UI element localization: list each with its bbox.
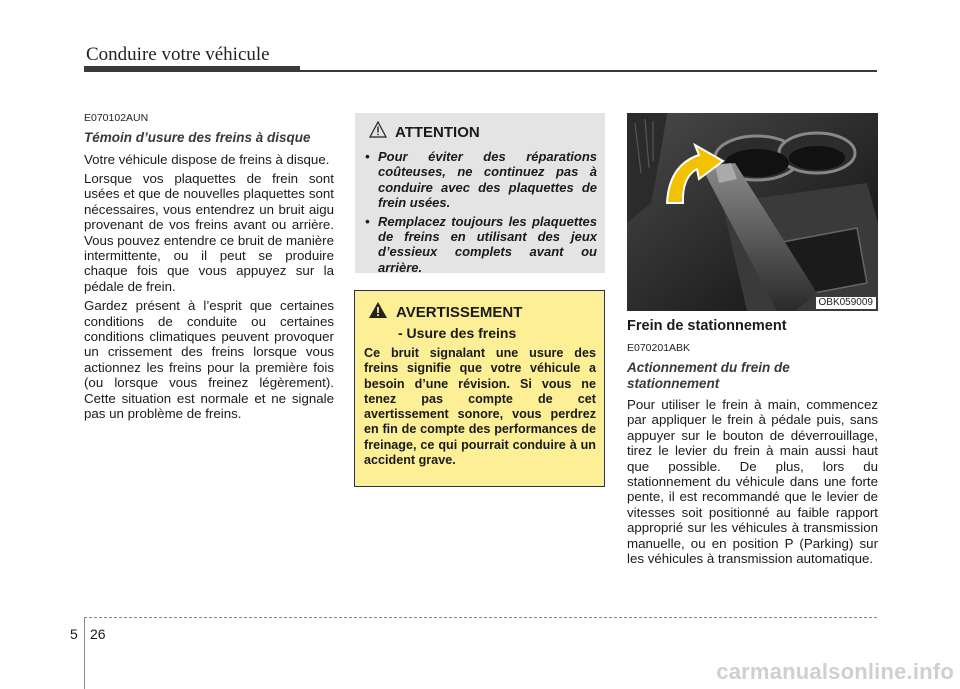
section-subhead: Actionnement du frein de stationnement <box>627 360 790 391</box>
caution-triangle-icon <box>369 121 387 143</box>
paragraph: Lorsque vos plaquettes de frein sont usées et que de nouvelles plaquettes sont nécessaires, vous entendrez un bruit aigu provenant de vos freins avant ou arrière. Vous pouvez entendre ce bruit de manière intermittente, ou il peut se produire chaque fois que vous appuyez sur la pédale de frein. <box>84 170 334 294</box>
page-number: 26 <box>90 626 106 642</box>
warning-box <box>354 290 605 487</box>
warning-subtitle: - Usure des freins <box>398 325 517 341</box>
attention-box <box>355 113 605 273</box>
warning-triangle-icon <box>368 301 388 324</box>
section-subhead: Témoin d’usure des freins à disque <box>84 130 311 145</box>
section-title: Frein de stationnement <box>627 318 787 334</box>
right-column <box>627 113 878 571</box>
warning-text: Ce bruit signalant une usure des freins signifie que votre véhicule a besoin d’une révision. Si vous ne tenez pas compte de cet avertissement sonore, vous perdrez en fin de compte des performances de freinage, ce qui pourrait conduire à un accident grave. <box>364 346 596 468</box>
warning-title: AVERTISSEMENT <box>396 304 523 321</box>
list-item: • Remplacez toujours les plaquettes de freins en utilisant des jeux d’essieux complets avant ou arrière. <box>365 213 597 275</box>
paragraph: Votre véhicule dispose de freins à disque. <box>84 151 330 167</box>
chapter-number: 5 <box>70 626 78 642</box>
section-code: E070201ABK <box>627 342 691 354</box>
left-column <box>84 112 334 425</box>
watermark: carmanualsonline.info <box>716 659 954 684</box>
chapter-title: Conduire votre véhicule <box>86 44 270 65</box>
paragraph: Gardez présent à l’esprit que certaines conditions de conduite ou certaines conditions climatiques peuvent provoquer un crissement des freins lorsque vous actionnez les freins pour la première fois (ou lorsque vous freinez légèrement). Cette situation est normale et ne signale pas un problème de freins. <box>84 298 334 422</box>
paragraph: Pour utiliser le frein à main, commencez par appliquer le frein à pédale puis, sans appuyer sur le bouton de déverrouillage, tirez le levier du frein à main aussi haut que possible. De plus, lors du stationnement du véhicule dans une forte pente, il est recommandé que le levier de vitesses soit positionné au faible rapport approprié sur les véhicules à transmission manuelle, ou en position P (Parking) sur les véhicules à transmission automatique. <box>627 397 878 567</box>
section-code: E070102AUN <box>84 112 149 124</box>
page-number-divider <box>84 617 85 689</box>
header-rule-thick <box>84 66 300 72</box>
attention-title: ATTENTION <box>395 123 480 141</box>
footer-rule <box>84 617 877 618</box>
photo-code: OBK059009 <box>816 297 877 309</box>
header-rule-thin <box>300 70 877 72</box>
list-item: • Pour éviter des réparations coûteuses, ne continuez pas à conduire avec des plaquettes de frein usées. <box>365 149 597 211</box>
parking-brake-photo <box>627 113 878 311</box>
attention-list <box>365 149 597 275</box>
